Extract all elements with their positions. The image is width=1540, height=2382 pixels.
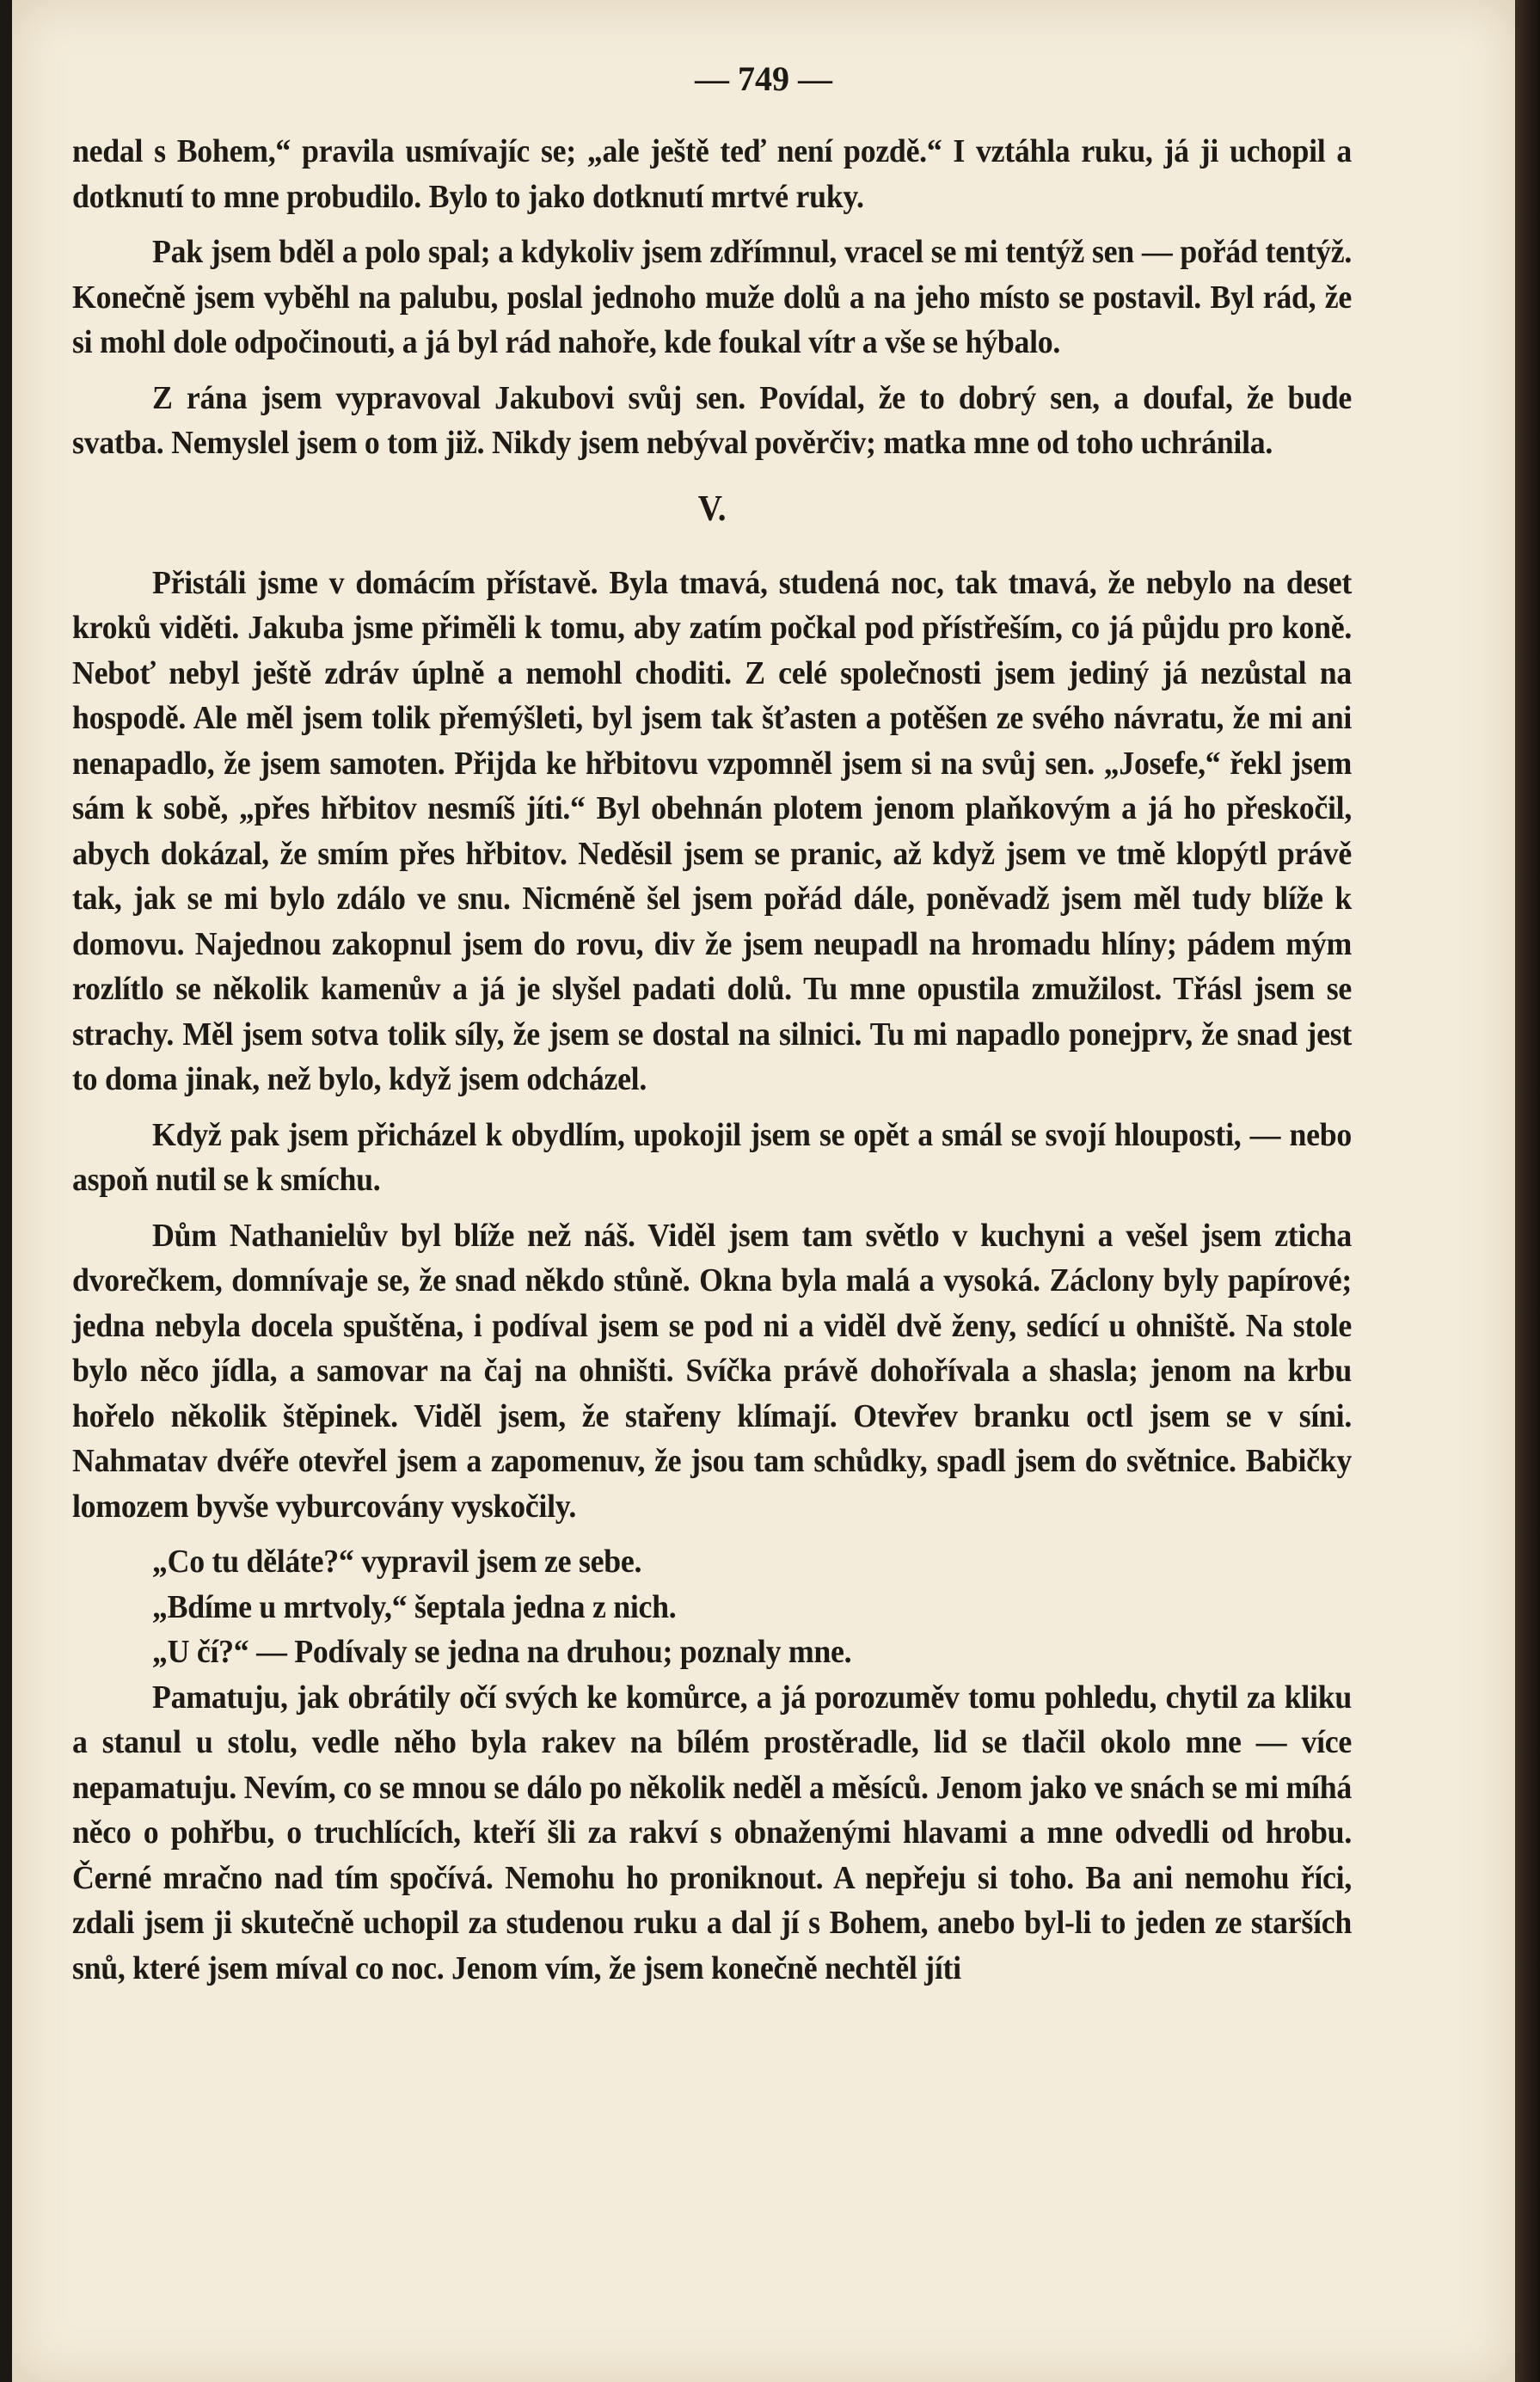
paragraph-9: „U čí?“ — Podívaly se jedna na druhou; poznaly mne. <box>152 1634 852 1670</box>
paragraph-6: Dům Nathanielův byl blíže než náš. Viděl jsem tam světlo v kuchyni a vešel jsem zticha dvorečkem, domnívaje se, že snad někdo stůně. Okna byla malá a vysoká. Záclony byly papírové; jedna nebyla docela spuštěna, i podíval jsem se pod ni a viděl dvě ženy, sedící u ohniště. Na stole bylo něco jídla, a samovar na čaj na ohništi. Svíčka právě dohořívala a shasla; jenom na krbu hořelo několik štěpinek. Viděl jsem, že stařeny klímají. Otevřev branku octl jsem se v síni. Nahmatav dvéře otevřel jsem a zapomenuv, že jsou tam schůdky, spadl jsem do světnice. Babičky lomozem byvše vyburcovány vyskočily. <box>72 1217 1352 1525</box>
scan-edge <box>1515 0 1540 2382</box>
paragraph-7: „Co tu děláte?“ vypravil jsem ze sebe. <box>152 1544 642 1580</box>
chapter-heading: V. <box>697 488 727 529</box>
paragraph-1: nedal s Bohem,“ pravila usmívajíc se; „ale ještě teď není pozdě.“ I vztáhla ruku, já ji uchopil a dotknutí to mne probudilo. Bylo to jako dotknutí mrtvé ruky. <box>72 133 1352 215</box>
paragraph-5: Když pak jsem přicházel k obydlím, upokojil jsem se opět a smál se svojí hlouposti, — nebo aspoň nutil se k smíchu. <box>72 1116 1352 1198</box>
page-number: — 749 — <box>695 59 832 98</box>
paragraph-4: Přistáli jsme v domácím přístavě. Byla tmavá, studená noc, tak tmavá, že nebylo na deset kroků viděti. Jakuba jsme přiměli k tomu, aby zatím počkal pod přístřeším, co já půjdu pro koně. Neboť nebyl ještě zdráv úplně a nemohl choditi. Z celé společnosti jsem jediný já nezůstal na hospodě. Ale měl jsem tolik přemýšleti, byl jsem tak šťasten a potěšen ze svého návratu, že mi ani nenapadlo, že jsem samoten. Přijda ke hřbitovu vzpomněl jsem si na svůj sen. „Josefe,“ řekl jsem sám k sobě, „přes hřbitov nesmíš jíti.“ Byl obehnán plotem jenom plaňkovým a já ho přeskočil, abych dokázal, že smím přes hřbitov. Neděsil jsem se pranic, až když jsem ve tmě klopýtl právě tak, jak se mi bylo zdálo ve snu. Nicméně šel jsem pořád dále, poněvadž jsem měl tudy blíže k domovu. Najednou zakopnul jsem do rovu, div že jsem neupadl na hromadu hlíny; pádem mým rozlítlo se několik kamenův a já je slyšel padati dolů. Tu mne opustila zmužilost. Třásl jsem se strachy. Měl jsem sotva tolik síly, že jsem se dostal na silnici. Tu mi napadlo ponejprv, že snad jest to doma jinak, než bylo, když jsem odcházel. <box>72 564 1352 1097</box>
paragraph-10: Pamatuju, jak obrátily očí svých ke komůrce, a já porozuměv tomu pohledu, chytil za kliku a stanul u stolu, vedle něho byla rakev na bílém prostěradle, lid se tlačil okolo mne — více nepamatuju. Nevím, co se mnou se dálo po několik neděl a měsíců. Jenom jako ve snách se mi míhá něco o pohřbu, o truchlících, kteří šli za rakví s obnaženými hlavami a mne odvedli od hrobu. Černé mračno nad tím spočívá. Nemohu ho proniknout. A nepřeju si toho. Ba ani nemohu říci, zdali jsem ji skutečně uchopil za studenou ruku a dal jí s Bohem, anebo byl-li to jeden ze starších snů, které jsem míval co noc. Jenom vím, že jsem konečně nechtěl jíti <box>72 1679 1352 1986</box>
paragraph-2: Pak jsem bděl a polo spal; a kdykoliv jsem zdřímnul, vracel se mi tentýž sen — pořád tentýž. Konečně jsem vyběhl na palubu, poslal jednoho muže dolů a na jeho místo se postavil. Byl rád, že si mohl dole odpočinouti, a já byl rád nahoře, kde foukal vítr a vše se hýbalo. <box>72 234 1352 360</box>
paragraph-8: „Bdíme u mrtvoly,“ šeptala jedna z nich. <box>152 1588 677 1625</box>
book-page <box>12 0 1515 2382</box>
paragraph-3: Z rána jsem vypravoval Jakubovi svůj sen. Povídal, že to dobrý sen, a doufal, že bude svatba. Nemyslel jsem o tom již. Nikdy jsem nebýval pověrčiv; matka mne od toho uchránila. <box>72 379 1352 461</box>
body-text <box>72 129 1352 2001</box>
